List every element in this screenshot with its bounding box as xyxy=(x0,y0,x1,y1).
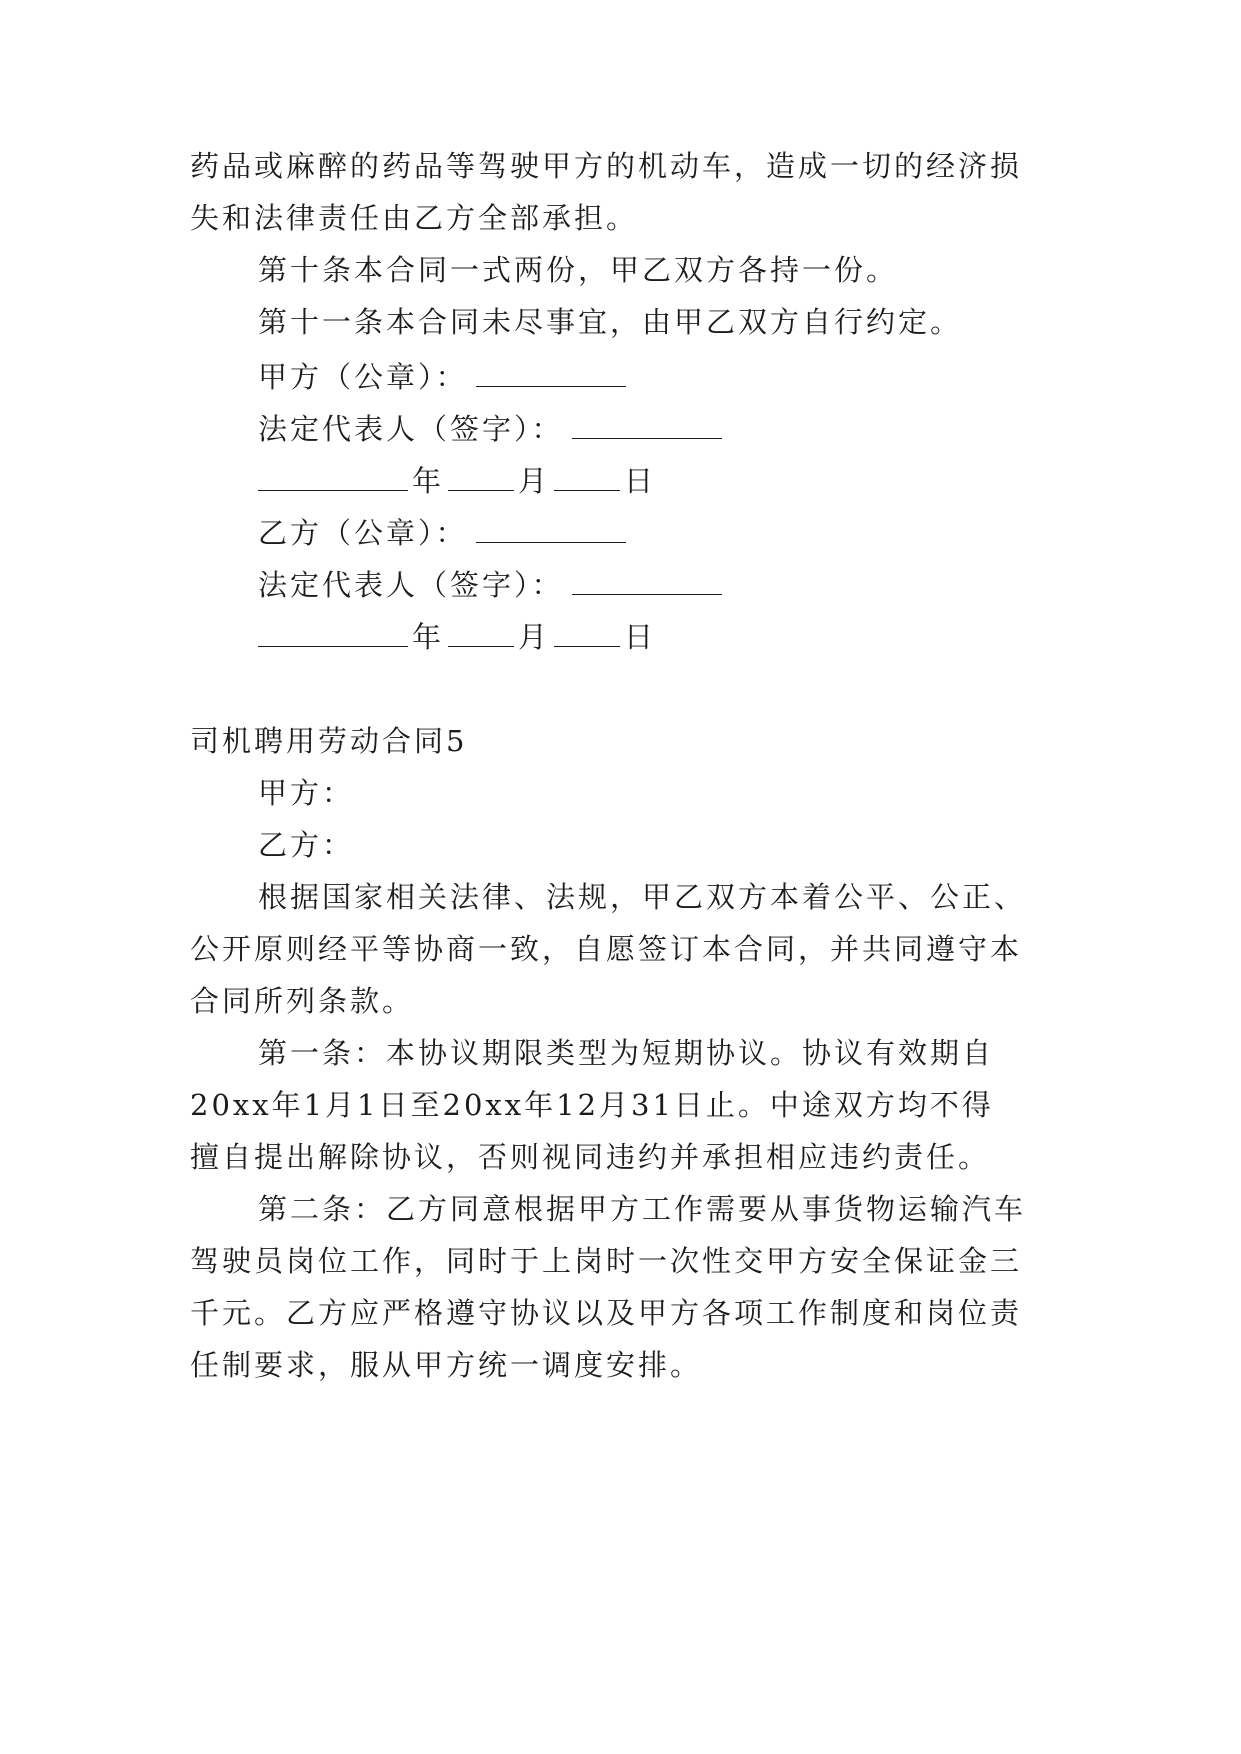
preamble-line: 根据国家相关法律、法规，甲乙双方本着公平、公正、 xyxy=(258,880,1027,914)
article-10: 第十条本合同一式两份，甲乙双方各持一份。 xyxy=(258,253,899,287)
article-11: 第十一条本合同未尽事宜，由甲乙双方自行约定。 xyxy=(258,305,963,339)
party-a-label: 甲方： xyxy=(258,776,355,810)
party-a-seal-blank xyxy=(476,360,626,387)
party-b-date-line xyxy=(258,620,660,652)
article-2-line: 第二条：乙方同意根据甲方工作需要从事货物运输汽车 xyxy=(258,1192,1027,1226)
year-label: 年 xyxy=(412,464,445,498)
party-b-label: 乙方： xyxy=(258,828,355,862)
month-blank xyxy=(448,620,514,647)
year-blank xyxy=(258,464,408,491)
party-b-rep-label: 法定代表人（签字）： xyxy=(258,568,564,602)
party-b-rep-blank xyxy=(572,568,722,595)
month-label: 月 xyxy=(518,464,551,498)
party-b-seal-blank xyxy=(476,516,626,543)
paragraph-line: 药品或麻醉的药品等驾驶甲方的机动车，造成一切的经济损 xyxy=(190,149,1023,183)
party-a-seal-label: 甲方（公章）： xyxy=(258,360,468,394)
month-label: 月 xyxy=(518,620,551,654)
preamble-line: 合同所列条款。 xyxy=(190,984,415,1018)
article-1-line: 擅自提出解除协议，否则视同违约并承担相应违约责任。 xyxy=(190,1140,991,1174)
party-a-seal-line xyxy=(258,360,626,392)
party-a-rep-line xyxy=(258,412,722,444)
day-label: 日 xyxy=(624,464,657,498)
party-b-seal-label: 乙方（公章）： xyxy=(258,516,468,550)
article-1-line: 第一条：本协议期限类型为短期协议。协议有效期自 xyxy=(258,1036,995,1070)
preamble-line: 公开原则经平等协商一致，自愿签订本合同，并共同遵守本 xyxy=(190,932,1023,966)
article-2-line: 驾驶员岗位工作，同时于上岗时一次性交甲方安全保证金三 xyxy=(190,1244,1023,1278)
party-a-date-line xyxy=(258,464,660,496)
year-blank xyxy=(258,620,408,647)
party-a-rep-label: 法定代表人（签字）： xyxy=(258,412,564,446)
article-2-line: 任制要求，服从甲方统一调度安排。 xyxy=(190,1348,703,1382)
paragraph-line: 失和法律责任由乙方全部承担。 xyxy=(190,201,639,235)
day-blank xyxy=(554,464,620,491)
day-label: 日 xyxy=(624,620,657,654)
party-b-rep-line xyxy=(258,568,722,600)
party-a-rep-blank xyxy=(572,412,722,439)
month-blank xyxy=(448,464,514,491)
article-1-line: 20xx年1月1日至20xx年12月31日止。中途双方均不得 xyxy=(190,1088,994,1122)
article-2-line: 千元。乙方应严格遵守协议以及甲方各项工作制度和岗位责 xyxy=(190,1296,1023,1330)
party-b-seal-line xyxy=(258,516,626,548)
day-blank xyxy=(554,620,620,647)
year-label: 年 xyxy=(412,620,445,654)
section-title: 司机聘用劳动合同5 xyxy=(190,724,468,758)
